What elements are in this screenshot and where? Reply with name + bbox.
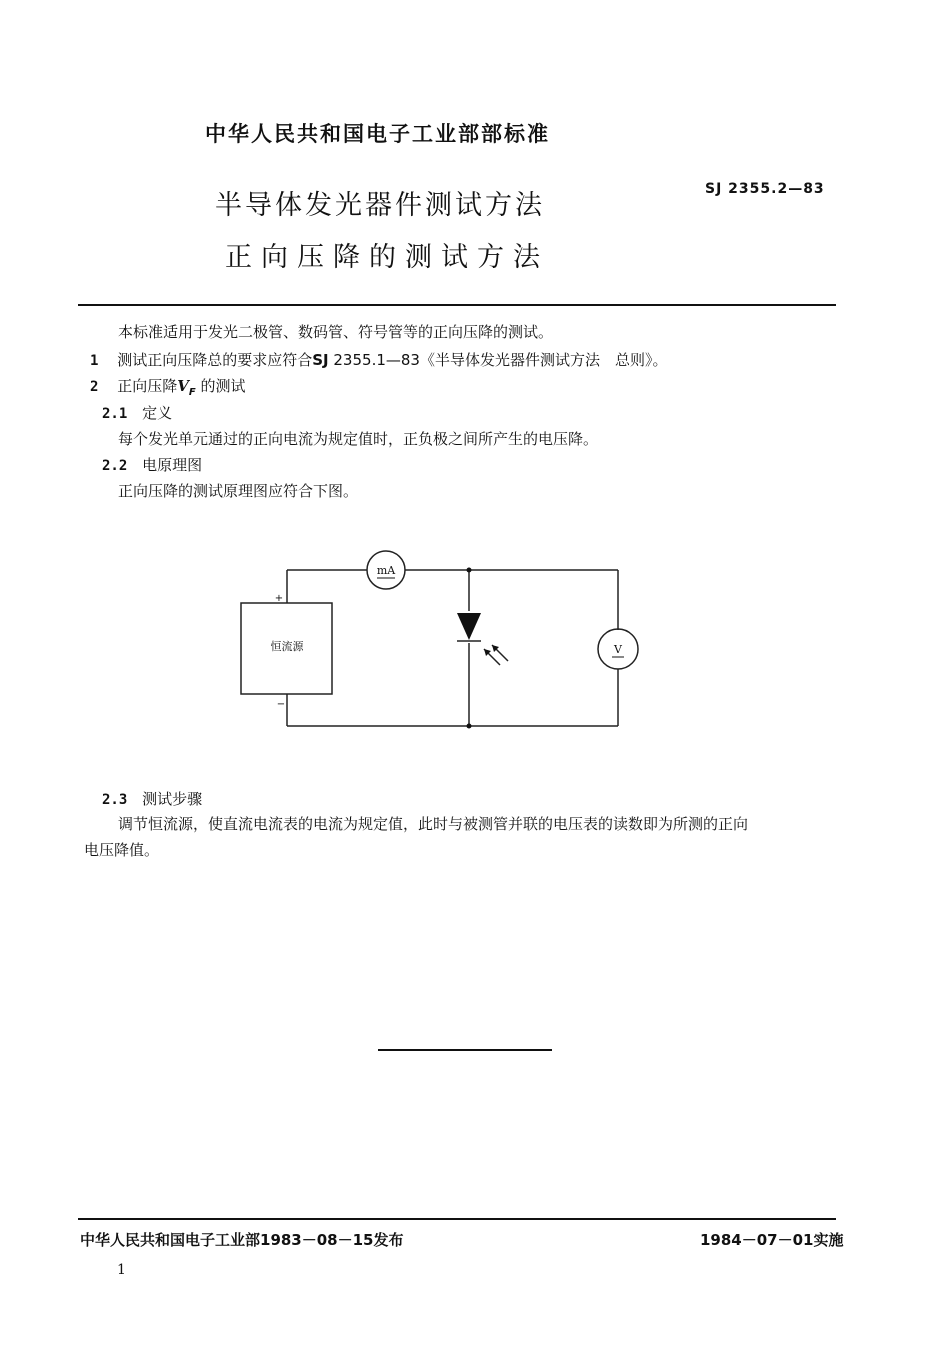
voltmeter-label: V bbox=[614, 643, 622, 656]
section-1-text-b: 2355.1—83《半导体发光器件测试方法 总则》。 bbox=[328, 351, 668, 369]
plus-terminal: + bbox=[274, 593, 284, 604]
document-subtitle: 正向压降的测试方法 bbox=[225, 242, 549, 273]
section-2-2-heading bbox=[102, 454, 202, 475]
section-2-1-heading bbox=[102, 402, 172, 423]
minus-terminal: − bbox=[276, 699, 286, 710]
section-2-1-title: 定义 bbox=[142, 404, 173, 422]
section-1 bbox=[90, 349, 667, 370]
document-title: 半导体发光器件测试方法 bbox=[215, 190, 545, 221]
section-2-2-number: 2.2 bbox=[102, 458, 128, 474]
section-2-3-title: 测试步骤 bbox=[142, 790, 203, 808]
section-2-3-text-line2: 电压降值。 bbox=[84, 841, 160, 859]
vf-symbol: V bbox=[177, 377, 189, 395]
intro-paragraph: 本标准适用于发光二极管、数码管、符号管等的正向压降的测试。 bbox=[118, 323, 554, 341]
led-diode-symbol bbox=[457, 613, 481, 640]
ammeter-label: mA bbox=[376, 564, 396, 577]
vf-subscript: F bbox=[188, 387, 196, 398]
section-2-text-a: 正向压降 bbox=[117, 377, 178, 395]
section-2-2-text: 正向压降的测试原理图应符合下图。 bbox=[118, 482, 359, 500]
end-of-text-rule bbox=[378, 1049, 552, 1051]
issuing-organization: 中华人民共和国电子工业部部标准 bbox=[205, 122, 550, 146]
section-1-number: 1 bbox=[90, 353, 99, 369]
section-2-3-text-line1: 调节恒流源，使直流电流表的电流为规定值，此时与被测管并联的电压表的读数即为所测的正向 bbox=[118, 815, 749, 833]
issue-date: 中华人民共和国电子工业部1983－08－15发布 bbox=[80, 1231, 404, 1249]
section-2-text-b: 的测试 bbox=[195, 377, 246, 395]
section-2-number: 2 bbox=[90, 379, 99, 395]
section-1-text-a: 测试正向压降总的要求应符合 bbox=[117, 351, 313, 369]
section-2-1-text: 每个发光单元通过的正向电流为规定值时，正负极之间所产生的电压降。 bbox=[118, 430, 599, 448]
page-number: 1 bbox=[117, 1262, 126, 1278]
section-2-3-heading bbox=[102, 788, 202, 809]
section-2-2-title: 电原理图 bbox=[142, 456, 203, 474]
section-2-1-number: 2.1 bbox=[102, 406, 128, 422]
header-divider bbox=[78, 304, 836, 306]
circuit-diagram bbox=[230, 545, 650, 745]
effective-date: 1984－07－01实施 bbox=[700, 1231, 844, 1249]
footer-divider bbox=[78, 1218, 836, 1220]
junction-top bbox=[467, 568, 472, 573]
section-1-ref: SJ bbox=[312, 351, 329, 369]
section-2 bbox=[90, 375, 246, 398]
standard-code: SJ 2355.2—83 bbox=[705, 181, 825, 197]
section-2-3-number: 2.3 bbox=[102, 792, 128, 808]
source-label: 恒流源 bbox=[270, 640, 304, 653]
junction-bottom bbox=[467, 724, 472, 729]
